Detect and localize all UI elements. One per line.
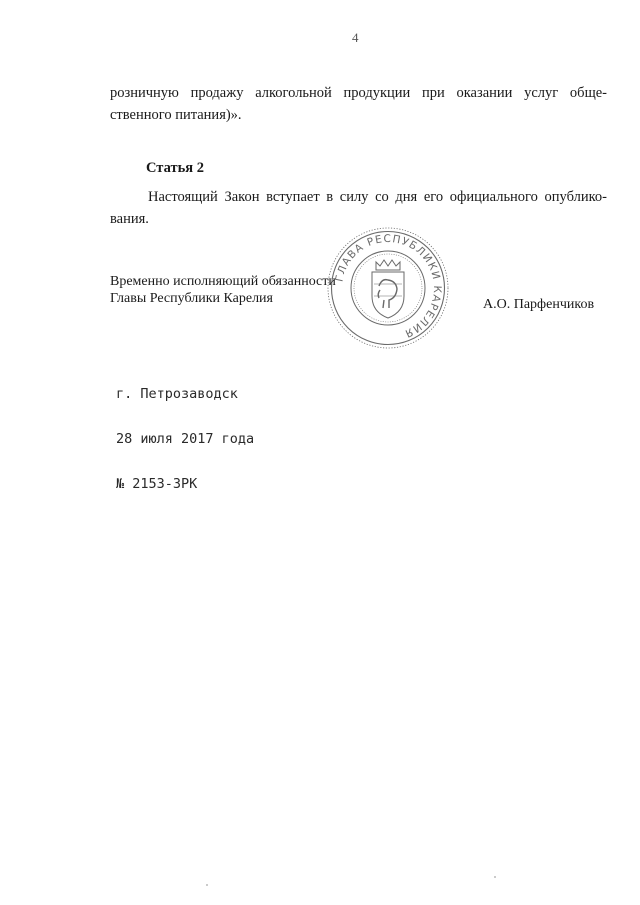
seal-inscription: ГЛАВА РЕСПУБЛИКИ КАРЕЛИЯ xyxy=(333,232,444,340)
signature-title-line-2: Главы Республики Карелия xyxy=(110,291,273,306)
scan-speck xyxy=(206,884,208,886)
continuation-line-2: ственного питания)». xyxy=(110,107,242,123)
official-seal xyxy=(326,226,450,350)
coat-of-arms-icon xyxy=(372,260,404,318)
signature-name: А.О. Парфенчиков xyxy=(483,297,595,312)
article-line-2: вания. xyxy=(110,211,149,227)
page-number: 4 xyxy=(352,30,359,45)
article-heading: Статья 2 xyxy=(146,160,204,176)
signature-title xyxy=(110,273,336,307)
typewritten-stamp-block xyxy=(116,357,254,507)
signature-title-line-1: Временно исполняющий обязанности xyxy=(110,274,336,289)
scan-speck xyxy=(494,876,496,878)
stamp-date: 28 июля 2017 года xyxy=(116,431,255,447)
stamp-city: г. Петрозаводск xyxy=(116,386,238,402)
article-paragraph xyxy=(110,186,607,230)
continuation-paragraph xyxy=(110,82,607,126)
continuation-line-1: розничную продажу алкогольной продукции при оказании услуг обще- xyxy=(110,85,607,101)
article-line-1: Настоящий Закон вступает в силу со дня его официального опублико- xyxy=(148,189,607,205)
stamp-number: № 2153-ЗРК xyxy=(116,476,198,492)
